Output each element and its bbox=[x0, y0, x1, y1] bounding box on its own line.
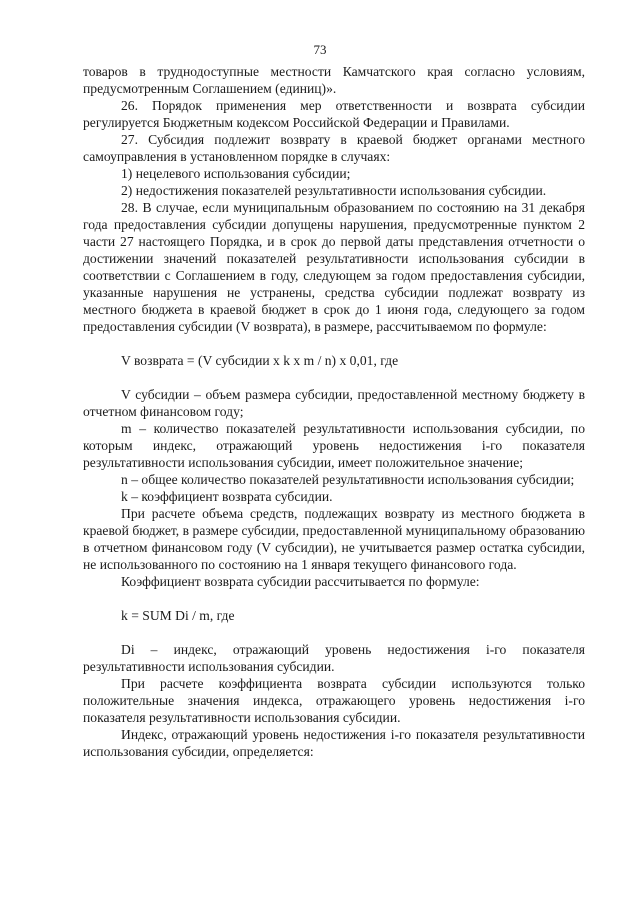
document-body bbox=[83, 63, 585, 760]
paragraph-continuation: товаров в труднодоступные местности Камчатского края согласно условиям, предусмотренным Соглашением (единиц)». bbox=[83, 64, 585, 96]
definition-k: k – коэффициент возврата субсидии. bbox=[121, 489, 333, 504]
formula-k: k = SUM Di / m, где bbox=[121, 608, 235, 623]
list-item-1: 1) нецелевого использования субсидии; bbox=[121, 166, 351, 181]
page-number: 73 bbox=[313, 42, 327, 57]
list-item-2: 2) недостижения показателей результативности использования субсидии. bbox=[121, 183, 547, 198]
formula-v-return: V возврата = (V субсидии x k x m / n) x 0,01, где bbox=[121, 353, 399, 368]
definition-m: m – количество показателей результативности использования субсидии, по которым индекс, отражающий уровень недостижения i-го показателя результативности использования субсидии, имеет положительное значение; bbox=[83, 421, 585, 470]
definition-v-subsidy: V субсидии – объем размера субсидии, предоставленной местному бюджету в отчетном финансовом году; bbox=[83, 387, 585, 419]
definition-n: n – общее количество показателей результативности использования субсидии; bbox=[121, 472, 575, 487]
paragraph-26: 26. Порядок применения мер ответственности и возврата субсидии регулируется Бюджетным кодексом Российской Федерации и Правилами. bbox=[83, 98, 585, 130]
paragraph-positive-values: При расчете коэффициента возврата субсидии используются только положительные значения индекса, отражающего уровень недостижения i-го показателя результативности использования субсидии. bbox=[83, 676, 585, 725]
paragraph-index-definition: Индекс, отражающий уровень недостижения i-го показателя результативности использования субсидии, определяется: bbox=[83, 727, 585, 759]
definition-di: Di – индекс, отражающий уровень недостижения i-го показателя результативности использования субсидии. bbox=[83, 642, 585, 674]
paragraph-27: 27. Субсидия подлежит возврату в краевой бюджет органами местного самоуправления в установленном порядке в случаях: bbox=[83, 132, 585, 164]
paragraph-28: 28. В случае, если муниципальным образованием по состоянию на 31 декабря года предоставления субсидии допущены нарушения, предусмотренные пунктом 2 части 27 настоящего Порядка, и в срок до первой даты представления отчетности о достижении значений показателей результативности использования субсидии в соответствии с Соглашением в году, следующем за годом предоставления субсидии, указанные нарушения не устранены, средства субсидии подлежат возврату из местного бюджета в краевой бюджет в срок до 1 июня года, следующего за годом предоставления субсидии (V возврата), в размере, рассчитываемом по формуле: bbox=[83, 200, 585, 334]
paragraph-coefficient-intro: Коэффициент возврата субсидии рассчитывается по формуле: bbox=[121, 574, 480, 589]
paragraph-calculation-note: При расчете объема средств, подлежащих возврату из местного бюджета в краевой бюджет, в размере субсидии, предоставленной муниципальному образованию в отчетном финансовом году (V субсидии), не учитывается размер остатка субсидии, не использованного по состоянию на 1 января текущего финансового года. bbox=[83, 506, 585, 572]
